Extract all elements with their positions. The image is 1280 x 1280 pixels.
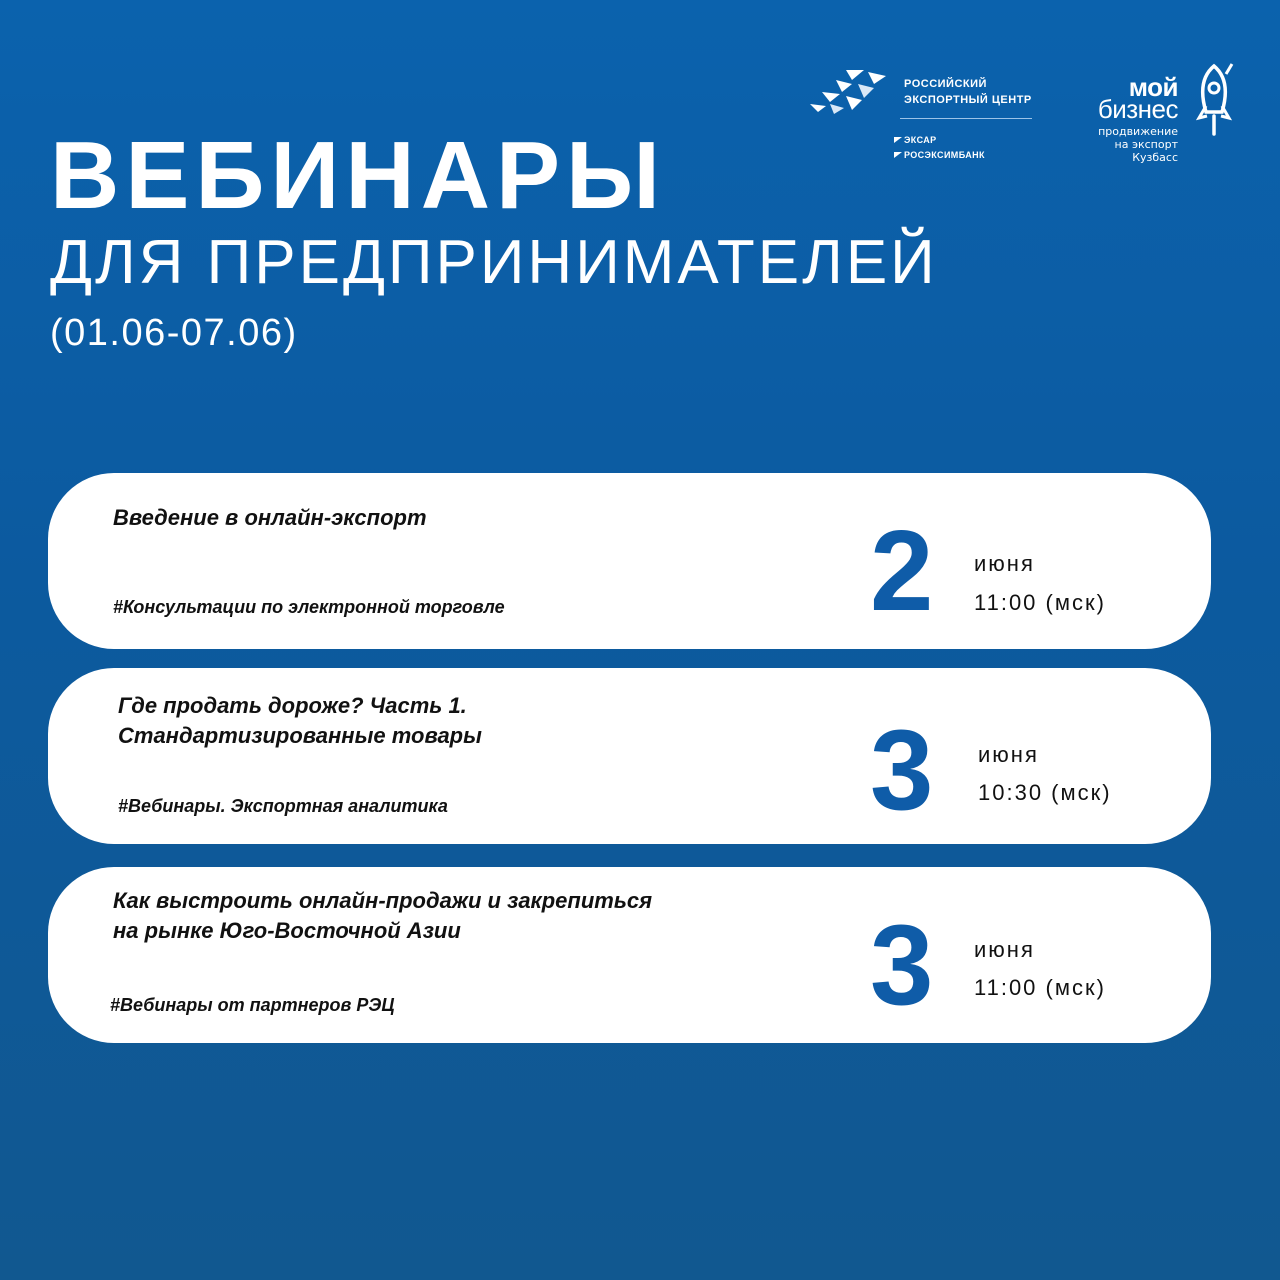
rec-sub-exiar: ЭКСАР (904, 135, 937, 145)
rec-logo (808, 68, 1038, 168)
moi-biznes-word2: бизнес (1097, 94, 1178, 124)
rec-divider (900, 118, 1032, 119)
webinar-month: июня (974, 551, 1035, 576)
webinar-day: 3 (870, 707, 934, 834)
webinar-title: Как выстроить онлайн-продажи и закрепиться на рынке Юго-Восточной Азии (113, 888, 653, 943)
webinar-card[interactable] (48, 867, 1211, 1043)
webinar-day: 3 (870, 902, 934, 1029)
webinar-tag: #Вебинары от партнеров РЭЦ (110, 995, 395, 1015)
webinar-day: 2 (870, 508, 934, 635)
moi-biznes-line1: продвижение (1098, 125, 1178, 138)
rec-name-line2: ЭКСПОРТНЫЙ ЦЕНТР (904, 94, 1032, 106)
webinar-card[interactable] (48, 473, 1211, 649)
date-range: (01.06-07.06) (50, 312, 298, 354)
page-subtitle: ДЛЯ ПРЕДПРИНИМАТЕЛЕЙ (50, 228, 938, 297)
webinar-month: июня (978, 742, 1039, 767)
webinar-title: Где продать дороже? Часть 1. Стандартизированные товары (118, 693, 482, 748)
moi-biznes-line3: Кузбасс (1132, 151, 1178, 164)
moi-biznes-logo (1066, 62, 1236, 172)
rec-name-line1: РОССИЙСКИЙ (904, 78, 987, 90)
webinar-month: июня (974, 937, 1035, 962)
webinar-card[interactable] (48, 668, 1211, 844)
rec-sub-eximbank: РОСЭКСИМБАНК (904, 150, 985, 160)
webinar-time: 11:00 (мск) (974, 590, 1106, 615)
webinar-time: 10:30 (мск) (978, 780, 1112, 805)
webinar-tag: #Вебинары. Экспортная аналитика (118, 796, 448, 816)
page-title: ВЕБИНАРЫ (50, 122, 667, 229)
moi-biznes-line2: на экспорт (1114, 138, 1178, 151)
webinar-tag: #Консультации по электронной торговле (113, 597, 505, 617)
webinar-time: 11:00 (мск) (974, 975, 1106, 1000)
moi-biznes-word1: мой (1128, 72, 1178, 102)
webinar-title: Введение в онлайн-экспорт (113, 505, 427, 530)
rec-emblem-icon (808, 68, 890, 114)
rocket-icon (1196, 62, 1236, 138)
